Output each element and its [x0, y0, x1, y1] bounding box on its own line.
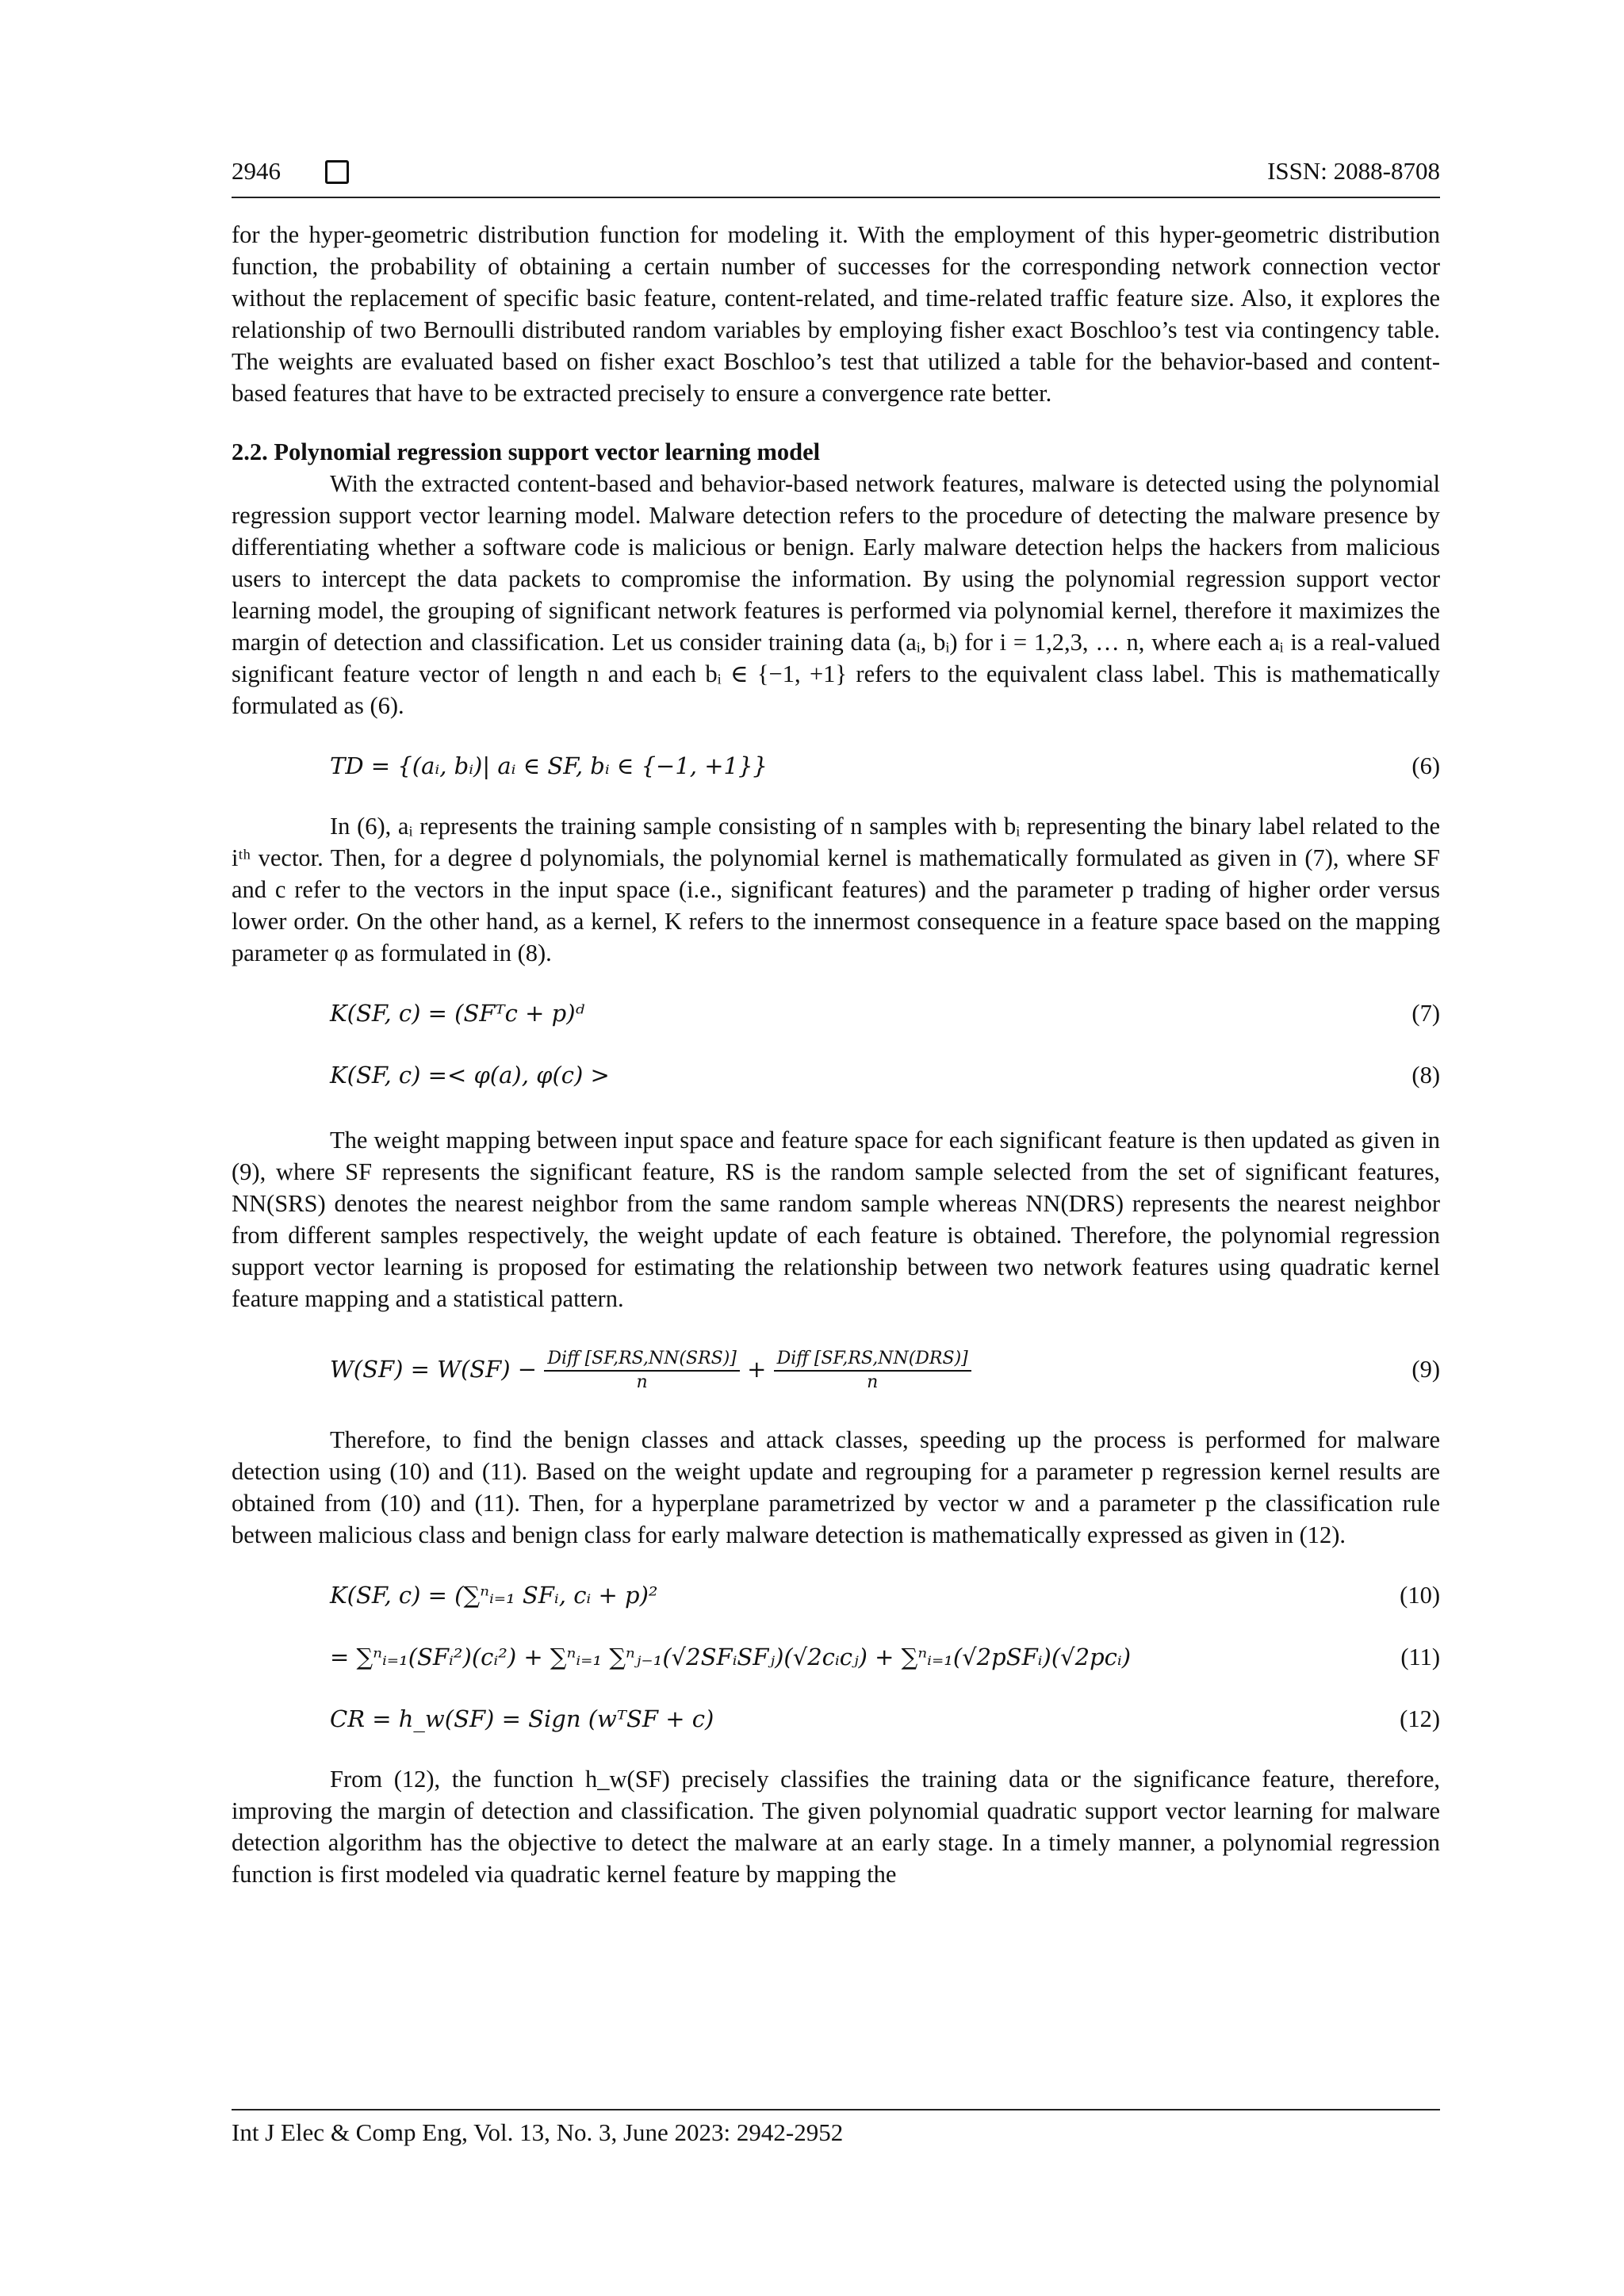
equation-9-lhs: W(SF) = W(SF) −	[330, 1356, 538, 1383]
equation-12-number: (12)	[1400, 1705, 1440, 1732]
equation-12	[232, 1701, 1440, 1736]
issn-label: ISSN: 2088-8708	[1267, 157, 1440, 185]
paragraph-kernel: In (6), aᵢ represents the training sample consisting of n samples with bᵢ representing the binary label related to the iᵗʰ vector. Then, for a degree d polynomials, the polynomial kernel is mathematically formulated as given in (7), where SF and c refer to the vectors in the input space (i.e., significant features) and the parameter p trading of higher order versus lower order. On the other hand, as a kernel, K refers to the innermost consequence in a feature space based on the mapping parameter φ as formulated in (8).	[232, 813, 1440, 966]
page-header	[232, 151, 1440, 190]
paragraph-weight-mapping: The weight mapping between input space and feature space for each significant feature is then updated as given in (9), where SF represents the significant feature, RS is the random sample selected from the set of significant features, NN(SRS) denotes the nearest neighbor from the same random sample whereas NN(DRS) represents the nearest neighbor from different samples respectively, the weight update of each feature is obtained. Therefore, the polynomial regression support vector learning is proposed for estimating the relationship between two network features using quadratic kernel feature mapping and a statistical pattern.	[232, 1127, 1440, 1312]
equation-10-number: (10)	[1400, 1582, 1440, 1609]
equation-6	[232, 748, 1440, 783]
equation-8	[232, 1058, 1440, 1093]
equation-7	[232, 996, 1440, 1031]
equation-8-body: K(SF, c) =< φ(a), φ(c) >	[330, 1062, 610, 1089]
equation-6-body: TD = {(aᵢ, bᵢ)| aᵢ ∈ SF, bᵢ ∈ {−1, +1}}	[330, 752, 768, 779]
equation-7-number: (7)	[1411, 1000, 1440, 1027]
equation-8-number: (8)	[1411, 1062, 1440, 1089]
page-body	[232, 219, 1440, 1890]
journal-footer: Int J Elec & Comp Eng, Vol. 13, No. 3, June 2023: 2942-2952	[232, 2118, 844, 2146]
equation-12-body: CR = h_w(SF) = Sign (wᵀSF + c)	[330, 1705, 714, 1732]
equation-11	[232, 1640, 1440, 1674]
section-heading: 2.2. Polynomial regression support vector learning model	[232, 438, 821, 465]
equation-11-number: (11)	[1400, 1644, 1440, 1670]
equation-9-fraction-1: $\frac{\text{Diff [SF,RS,NN(SRS)]}}{n}$	[544, 1348, 740, 1394]
equation-10-body: K(SF, c) = (∑ⁿᵢ₌₁ SFᵢ, cᵢ + p)²	[330, 1582, 658, 1609]
equation-9-number: (9)	[1411, 1356, 1440, 1383]
paragraph-model-intro: With the extracted content-based and behavior-based network features, malware is detected using the polynomial regression support vector learning model. Malware detection refers to the procedure of detecting the malware presence by differentiating whether a software code is malicious or benign. Early malware detection helps the hackers from malicious users to intercept the data packets to compromise the information. By using the polynomial regression support vector learning model, the grouping of significant network features is performed via polynomial kernel, therefore it maximizes the margin of detection and classification. Let us consider training data (aᵢ, bᵢ) for i = 1,2,3, … n, where each aᵢ is a real-valued significant feature vector of length n and each bᵢ ∈ {−1, +1} refers to the equivalent class label. This is mathematically formulated as (6).	[232, 470, 1440, 719]
paragraph-conclusion: From (12), the function h_w(SF) precisely classifies the training data or the significance feature, therefore, improving the margin of detection and classification. The given polynomial quadratic support vector learning for malware detection algorithm has the objective to detect the malware at an early stage. In a timely manner, a polynomial regression function is first modeled via quadratic kernel feature by mapping the	[232, 1766, 1440, 1888]
equation-10	[232, 1578, 1440, 1613]
equation-9-fraction-2: $\frac{\text{Diff [SF,RS,NN(DRS)]}}{n}$	[774, 1348, 971, 1394]
equation-7-body: K(SF, c) = (SFᵀc + p)ᵈ	[330, 1000, 585, 1027]
square-bullet-icon	[325, 160, 349, 184]
page-number: 2946	[232, 157, 281, 185]
paragraph-continuation: for the hyper-geometric distribution function for modeling it. With the employment of this hyper-geometric distribution function, the probability of obtaining a certain number of successes for the corresponding network connection vector without the replacement of specific basic feature, content-related, and time-related traffic feature size. Also, it explores the relationship of two Bernoulli distributed random variables by employing fisher exact Boschloo’s test via contingency table. The weights are evaluated based on fisher exact Boschloo’s test that utilized a table for the behavior-based and content-based features that have to be extracted precisely to ensure a convergence rate better.	[232, 221, 1440, 407]
equation-6-number: (6)	[1411, 752, 1440, 779]
header-rule	[232, 197, 1440, 198]
equation-9: W(SF) = W(SF) − $\frac{\text{Diff [SF,RS,NN(SRS)]}}{n}$ + $\frac{\text{Diff [SF,RS,NN(DRS)]}}{n}$ (9)	[232, 1341, 1440, 1397]
paragraph-classification: Therefore, to find the benign classes and attack classes, speeding up the process is performed for malware detection using (10) and (11). Based on the weight update and regrouping for a parameter p regression kernel results are obtained from (10) and (11). Then, for a hyperplane parametrized by vector w and a parameter p the classification rule between malicious class and benign class for early malware detection is mathematically expressed as given in (12).	[232, 1426, 1440, 1548]
footer-rule	[232, 2109, 1440, 2110]
equation-11-body: = ∑ⁿᵢ₌₁(SFᵢ²)(cᵢ²) + ∑ⁿᵢ₌₁ ∑ⁿⱼ₋₁(√2SFᵢSFⱼ)(√2cᵢcⱼ) + ∑ⁿᵢ₌₁(√2pSFᵢ)(√2pcᵢ)	[330, 1644, 1132, 1670]
